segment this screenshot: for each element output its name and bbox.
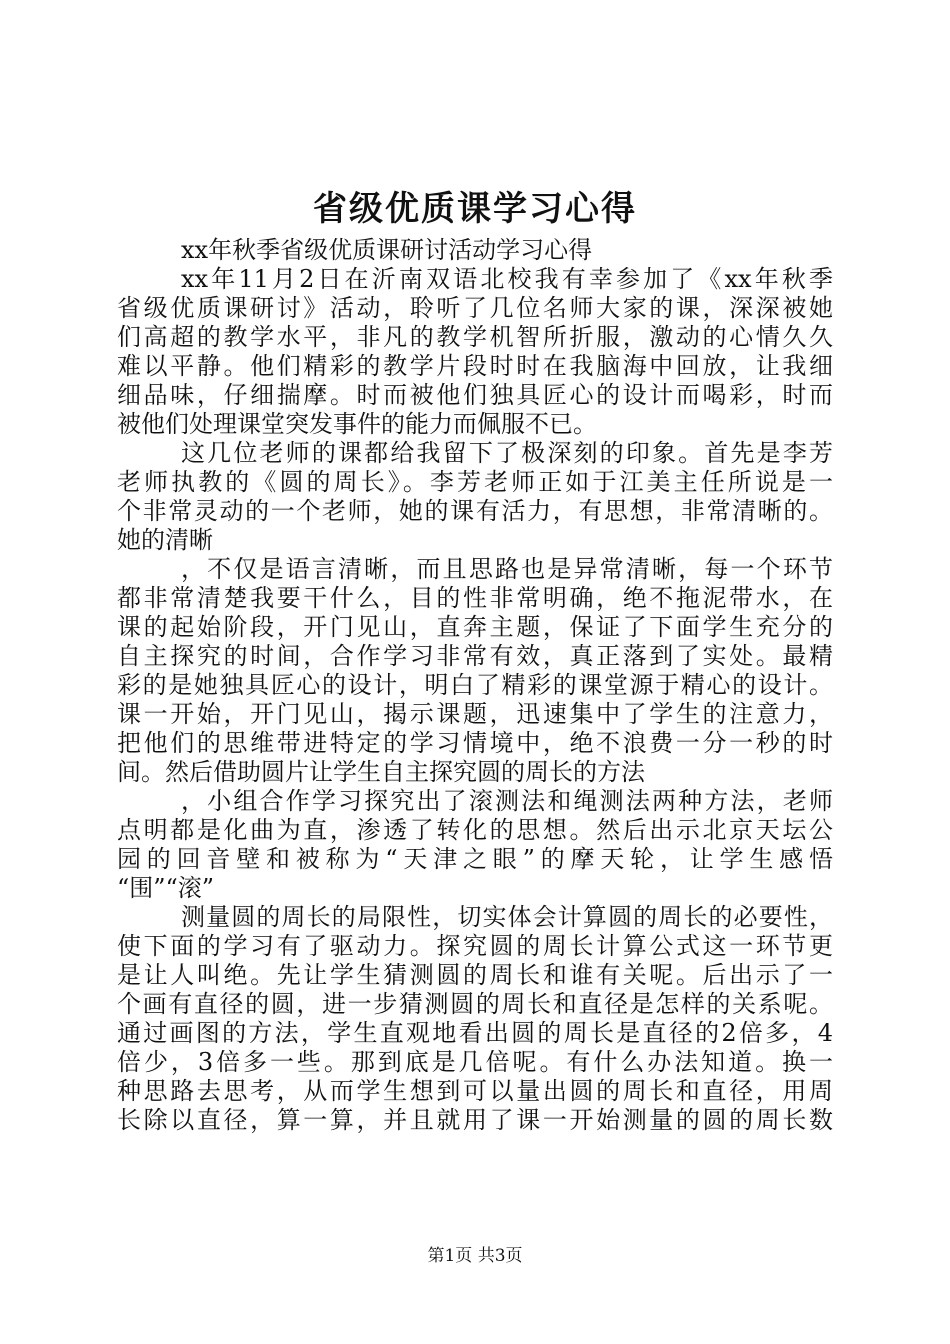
document-title: 省级优质课学习心得 [313,189,637,229]
body-line: xx年11月2日在沂南双语北校我有幸参加了《xx年秋季 [181,265,833,293]
body-line: 们高超的教学水平，非凡的教学机智所折服，激动的心情久久 [117,323,833,351]
body-line: ，不仅是语言清晰，而且思路也是异常清晰，每一个环节 [181,555,833,583]
body-line: 使下面的学习有了驱动力。探究圆的周长计算公式这一环节更 [117,932,833,960]
body-line: 课的起始阶段，开门见山，直奔主题，保证了下面学生充分的 [117,613,833,641]
body-line: 被他们处理课堂突发事件的能力而佩服不已。 [117,410,597,438]
body-line: 通过画图的方法，学生直观地看出圆的周长是直径的2倍多，4 [117,1019,833,1047]
body-line: 个画有直径的圆，进一步猜测圆的周长和直径是怎样的关系呢。 [117,990,833,1018]
body-line: 都非常清楚我要干什么，目的性非常明确，绝不拖泥带水，在 [117,584,833,612]
body-line: 彩的是她独具匠心的设计，明白了精彩的课堂源于精心的设计。 [117,671,833,699]
body-line: 这几位老师的课都给我留下了极深刻的印象。首先是李芳 [181,439,833,467]
body-line: 她的清晰 [117,526,213,554]
page-footer: 第1页 共3页 [427,1246,523,1266]
body-line: 省级优质课研讨》活动，聆听了几位名师大家的课，深深被她 [117,294,833,322]
body-line: 点明都是化曲为直，渗透了转化的思想。然后出示北京天坛公 [117,816,833,844]
body-line: “围”“滚” [117,874,215,902]
body-line: 间。然后借助圆片让学生自主探究圆的周长的方法 [117,758,645,786]
body-line: 老师执教的《圆的周长》。李芳老师正如于江美主任所说是一 [117,468,833,496]
body-line: ，小组合作学习探究出了滚测法和绳测法两种方法，老师 [181,787,833,815]
body-line: 倍少，3倍多一些。那到底是几倍呢。有什么办法知道。换一 [117,1048,833,1076]
body-line: 测量圆的周长的局限性，切实体会计算圆的周长的必要性， [181,903,833,931]
body-line: xx年秋季省级优质课研讨活动学习心得 [181,236,593,264]
body-line: 个非常灵动的一个老师，她的课有活力，有思想，非常清晰的。 [117,497,833,525]
body-line: 把他们的思维带进特定的学习情境中，绝不浪费一分一秒的时 [117,729,833,757]
body-line: 细品味，仔细揣摩。时而被他们独具匠心的设计而喝彩，时而 [117,381,833,409]
body-line: 课一开始，开门见山，揭示课题，迅速集中了学生的注意力， [117,700,833,728]
body-line: 种思路去思考，从而学生想到可以量出圆的周长和直径，用周 [117,1077,833,1105]
body-line: 是让人叫绝。先让学生猜测圆的周长和谁有关呢。后出示了一 [117,961,833,989]
body-line: 园的回音壁和被称为“天津之眼”的摩天轮，让学生感悟 [117,845,833,873]
body-line: 自主探究的时间，合作学习非常有效，真正落到了实处。最精 [117,642,833,670]
document-body [117,236,833,1135]
body-line: 长除以直径，算一算，并且就用了课一开始测量的圆的周长数 [117,1106,833,1134]
body-line: 难以平静。他们精彩的教学片段时时在我脑海中回放，让我细 [117,352,833,380]
